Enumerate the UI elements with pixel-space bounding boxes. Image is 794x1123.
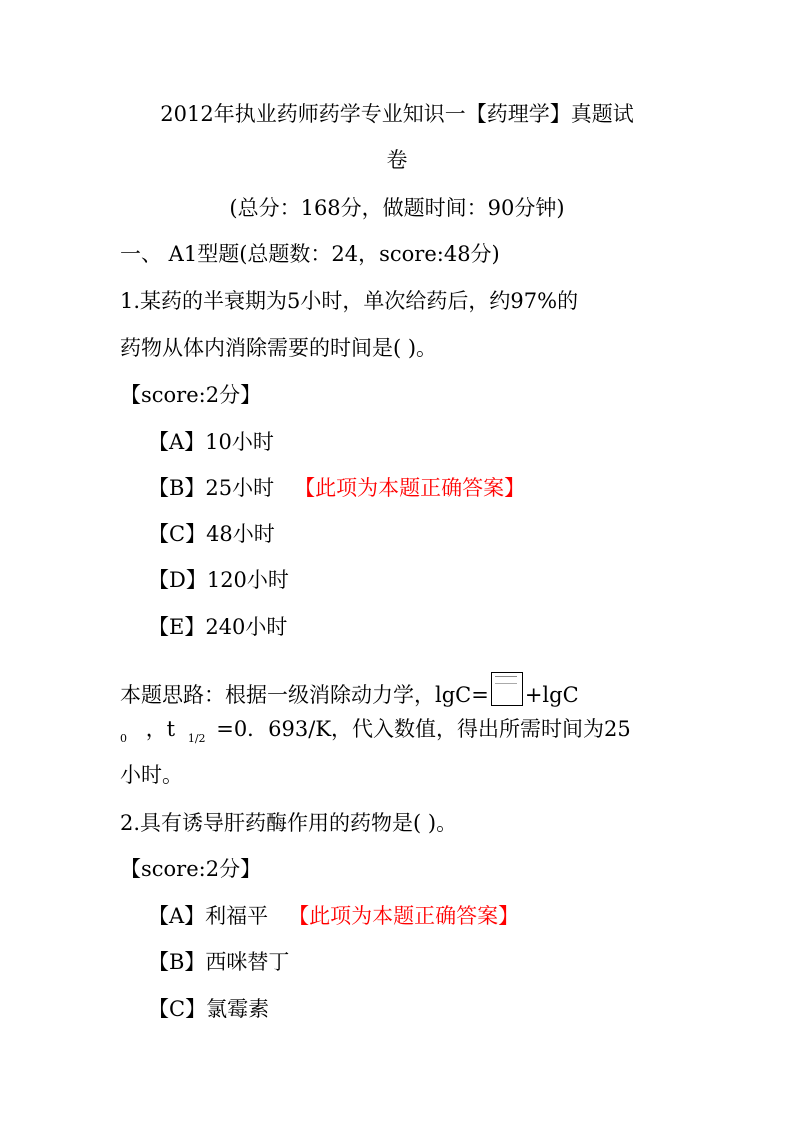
- option-label: 【A】10小时: [148, 430, 274, 454]
- option-label: 【B】25小时: [148, 476, 275, 500]
- correct-answer-marker: 【此项为本题正确答案】: [294, 476, 526, 500]
- question-1-option-d: [148, 566, 289, 594]
- question-1-explanation-end: 小时。: [120, 763, 183, 787]
- question-1-explanation: [120, 668, 579, 709]
- question-1-stem: 1.某药的半衰期为5小时，单次给药后，约97%的: [120, 289, 579, 313]
- option-label: 【B】西咪替丁: [148, 950, 290, 974]
- exam-subtitle: (总分：168分，做题时间：90分钟): [229, 196, 565, 220]
- explanation-formula-text: =0．693/K，代入数值，得出所需时间为25: [216, 717, 631, 741]
- document-title: 2012年执业药师药学专业知识一【药理学】真题试: [160, 102, 634, 126]
- subscript-zero: 0: [120, 732, 127, 745]
- question-1-score: 【score:2分】: [120, 383, 262, 407]
- option-label: 【C】48小时: [148, 522, 275, 546]
- explanation-text: 本题思路：根据一级消除动力学，lgC=: [120, 683, 489, 707]
- question-1-stem-continued: 药物从体内消除需要的时间是( )。: [120, 336, 438, 360]
- question-1-option-a: [148, 428, 274, 456]
- explanation-text-after: +lgC: [524, 683, 579, 707]
- question-2-stem: 2.具有诱导肝药酶作用的药物是( )。: [120, 811, 458, 835]
- correct-answer-marker: 【此项为本题正确答案】: [288, 904, 520, 928]
- half-life-symbol: ，t: [145, 717, 176, 741]
- option-label: 【E】240小时: [148, 615, 288, 639]
- question-1-option-c: [148, 520, 275, 548]
- option-label: 【C】氯霉素: [148, 997, 270, 1021]
- question-1-option-e: [148, 613, 287, 641]
- option-label: 【A】利福平: [148, 904, 269, 928]
- option-label: 【D】120小时: [148, 568, 289, 592]
- question-1-explanation-continued: [120, 715, 631, 747]
- question-2-option-a: [148, 902, 519, 930]
- question-2-option-c: [148, 995, 269, 1023]
- question-2-option-b: [148, 948, 289, 976]
- document-title-continued: 卷: [386, 148, 408, 172]
- formula-image: [491, 672, 523, 706]
- question-2-score: 【score:2分】: [120, 857, 262, 881]
- question-1-option-b: [148, 474, 525, 502]
- section-heading: 一、 A1型题(总题数：24，score:48分): [120, 242, 500, 266]
- subscript-half: 1/2: [187, 732, 206, 745]
